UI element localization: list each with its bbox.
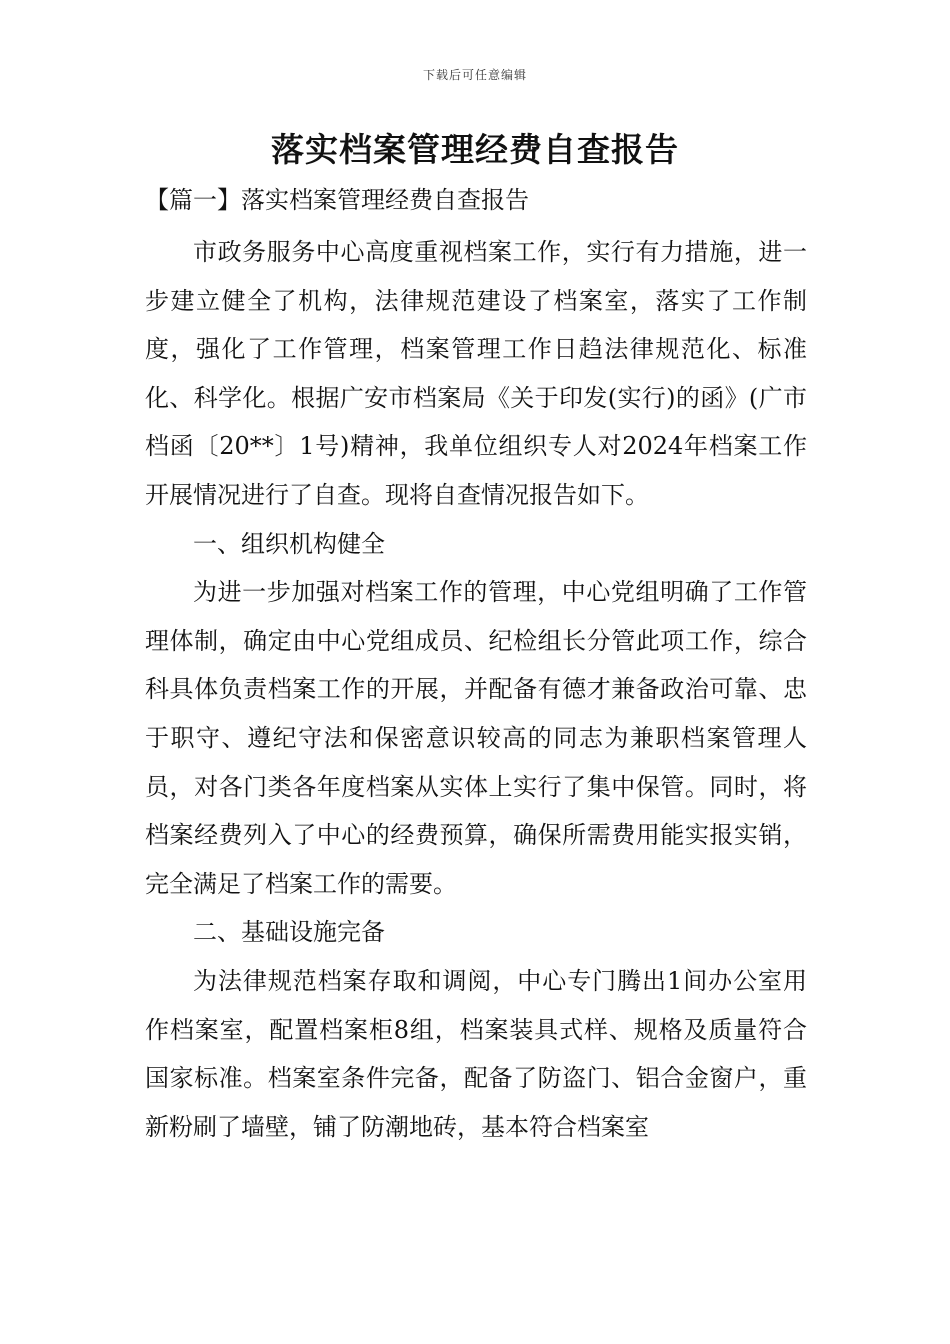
body-paragraph: 市政务服务中心高度重视档案工作，实行有力措施，进一步建立健全了机构，法律规范建设了档案室，落实了工作制度，强化了工作管理，档案管理工作日趋法律规范化、标准化、科学化。根据广安市档案局《关于印发(实行)的函》(广市档函〔20**〕1号)精神，我单位组织专人对2024年档案工作开展情况进行了自查。现将自查情况报告如下。: [145, 238, 807, 509]
section-heading: 二、基础设施完备: [193, 918, 385, 947]
document-title: 落实档案管理经费自查报告: [271, 130, 679, 169]
header-note: 下载后可任意编辑: [422, 68, 527, 82]
section-subtitle: 【篇一】落实档案管理经费自查报告: [145, 186, 529, 214]
body-paragraph: 为法律规范档案存取和调阅，中心专门腾出1间办公室用作档案室，配置档案柜8组，档案装具式样、规格及质量符合国家标准。档案室条件完备，配备了防盗门、铝合金窗户，重新粉刷了墙壁，铺了防潮地砖，基本符合档案室: [145, 966, 807, 1141]
document-body: [145, 228, 807, 1151]
body-paragraph: 为进一步加强对档案工作的管理，中心党组明确了工作管理体制，确定由中心党组成员、纪检组长分管此项工作，综合科具体负责档案工作的开展，并配备有德才兼备政治可靠、忠于职守、遵纪守法和保密意识较高的同志为兼职档案管理人员，对各门类各年度档案从实体上实行了集中保管。同时，将档案经费列入了中心的经费预算，确保所需费用能实报实销，完全满足了档案工作的需要。: [145, 578, 807, 898]
section-heading: 一、组织机构健全: [193, 529, 385, 558]
